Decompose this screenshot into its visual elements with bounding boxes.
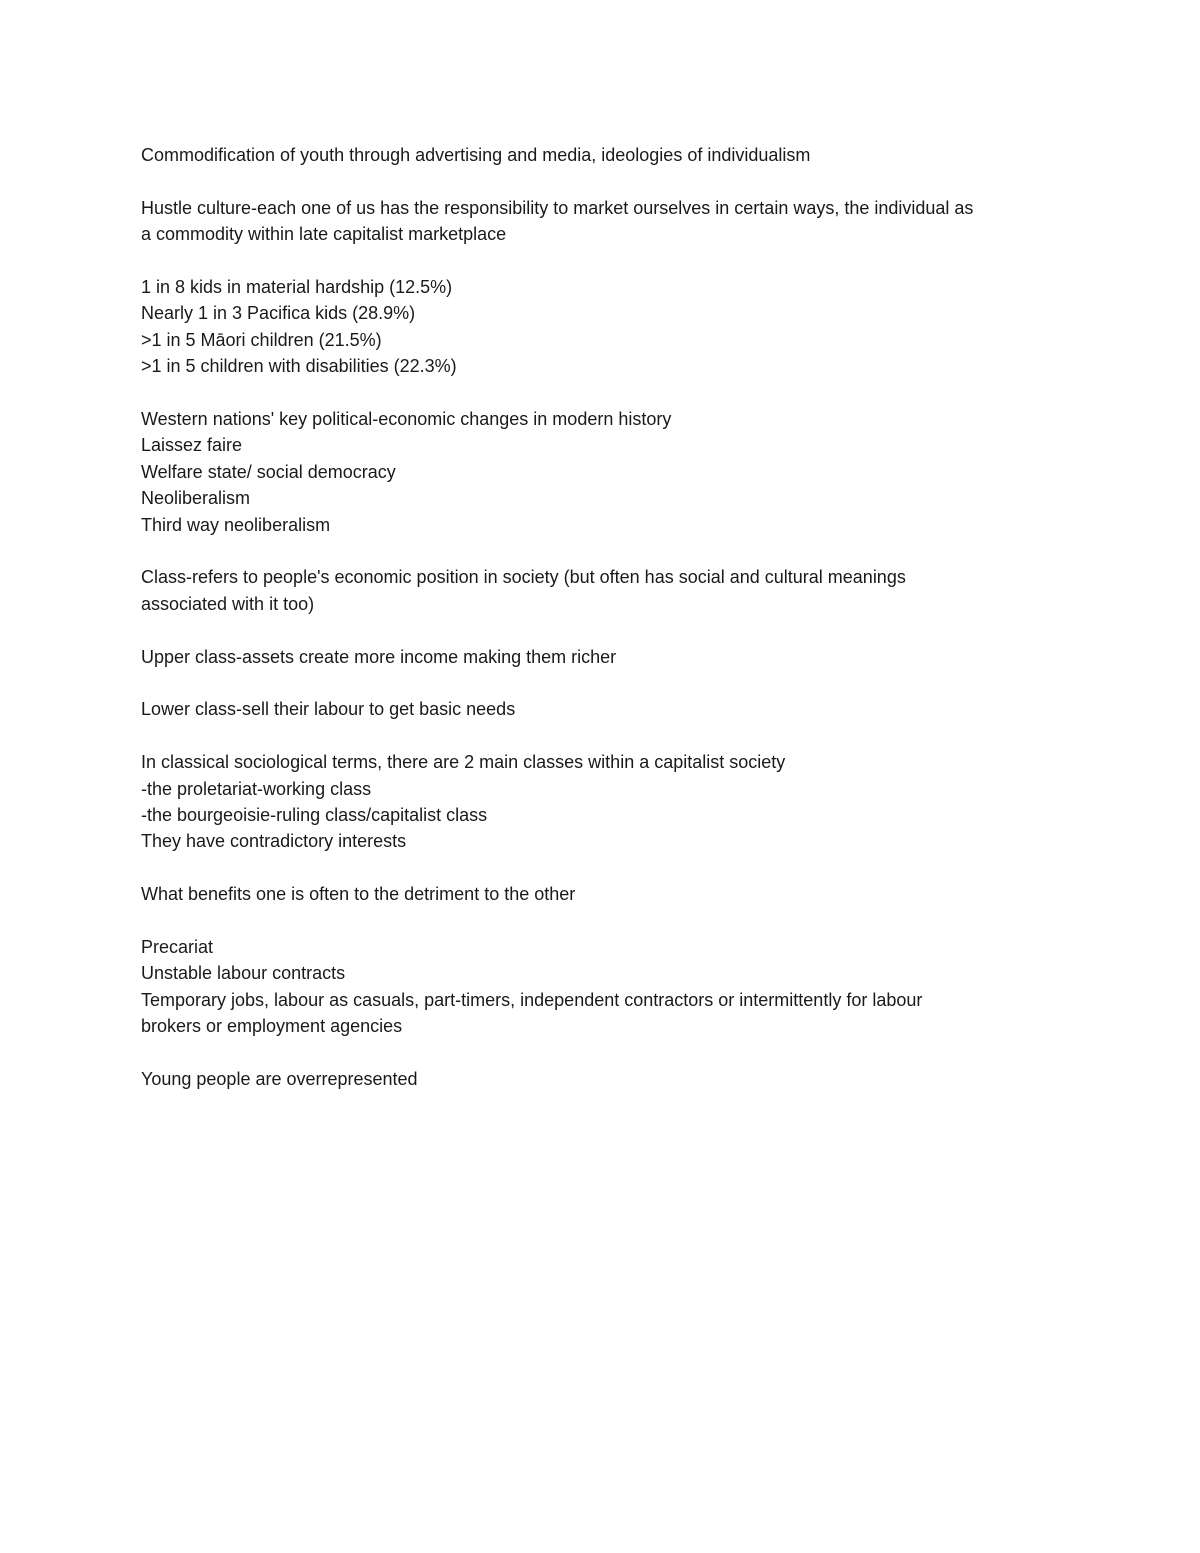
paragraph-young-people bbox=[141, 1066, 1071, 1092]
list-item: Third way neoliberalism bbox=[141, 514, 331, 535]
text-line: Class-refers to people's economic position in society (but often has social and cultural meanings bbox=[141, 567, 906, 588]
document-body bbox=[141, 142, 1071, 1119]
text-line: Commodification of youth through advertising and media, ideologies of individualism bbox=[141, 145, 811, 165]
list-item: -the bourgeoisie-ruling class/capitalist class bbox=[141, 805, 488, 826]
text-line: Precariat bbox=[141, 937, 214, 958]
list-classical-classes bbox=[141, 749, 1071, 855]
text-line: Upper class-assets create more income making them richer bbox=[141, 646, 617, 667]
text-line: What benefits one is often to the detriment to the other bbox=[141, 884, 576, 905]
text-line: They have contradictory interests bbox=[141, 831, 407, 852]
text-line: In classical sociological terms, there are 2 main classes within a capitalist society bbox=[141, 752, 786, 773]
text-line: Lower class-sell their labour to get basic needs bbox=[141, 699, 516, 720]
text-line: a commodity within late capitalist marketplace bbox=[141, 224, 507, 245]
list-item: Laissez faire bbox=[141, 435, 243, 456]
text-line: brokers or employment agencies bbox=[141, 1016, 403, 1037]
text-line: Unstable labour contracts bbox=[141, 963, 346, 984]
text-line: Temporary jobs, labour as casuals, part-timers, independent contractors or intermittently for labour bbox=[141, 989, 923, 1010]
paragraph-lower-class bbox=[141, 696, 1071, 722]
paragraph-benefits bbox=[141, 881, 1071, 907]
text-line: Young people are overrepresented bbox=[141, 1069, 418, 1090]
stat-line: >1 in 5 children with disabilities (22.3%) bbox=[141, 356, 457, 377]
list-precariat bbox=[141, 934, 1071, 1040]
list-item: -the proletariat-working class bbox=[141, 778, 372, 799]
list-item: Neoliberalism bbox=[141, 488, 251, 509]
paragraph-upper-class bbox=[141, 644, 1071, 670]
paragraph-hustle-culture bbox=[141, 195, 1071, 248]
paragraph-commodification bbox=[141, 142, 1071, 168]
stat-line: Nearly 1 in 3 Pacifica kids (28.9%) bbox=[141, 303, 416, 324]
stat-line: >1 in 5 Māori children (21.5%) bbox=[141, 329, 382, 350]
list-item: Welfare state/ social democracy bbox=[141, 461, 396, 482]
text-line: Western nations' key political-economic changes in modern history bbox=[141, 409, 672, 430]
list-political-economic-changes bbox=[141, 406, 1071, 538]
list-hardship-stats bbox=[141, 274, 1071, 380]
text-line: Hustle culture-each one of us has the responsibility to market ourselves in certain ways, the individual as bbox=[141, 197, 974, 218]
text-line: associated with it too) bbox=[141, 593, 315, 614]
stat-line: 1 in 8 kids in material hardship (12.5%) bbox=[141, 277, 453, 297]
paragraph-class-definition bbox=[141, 564, 1071, 617]
